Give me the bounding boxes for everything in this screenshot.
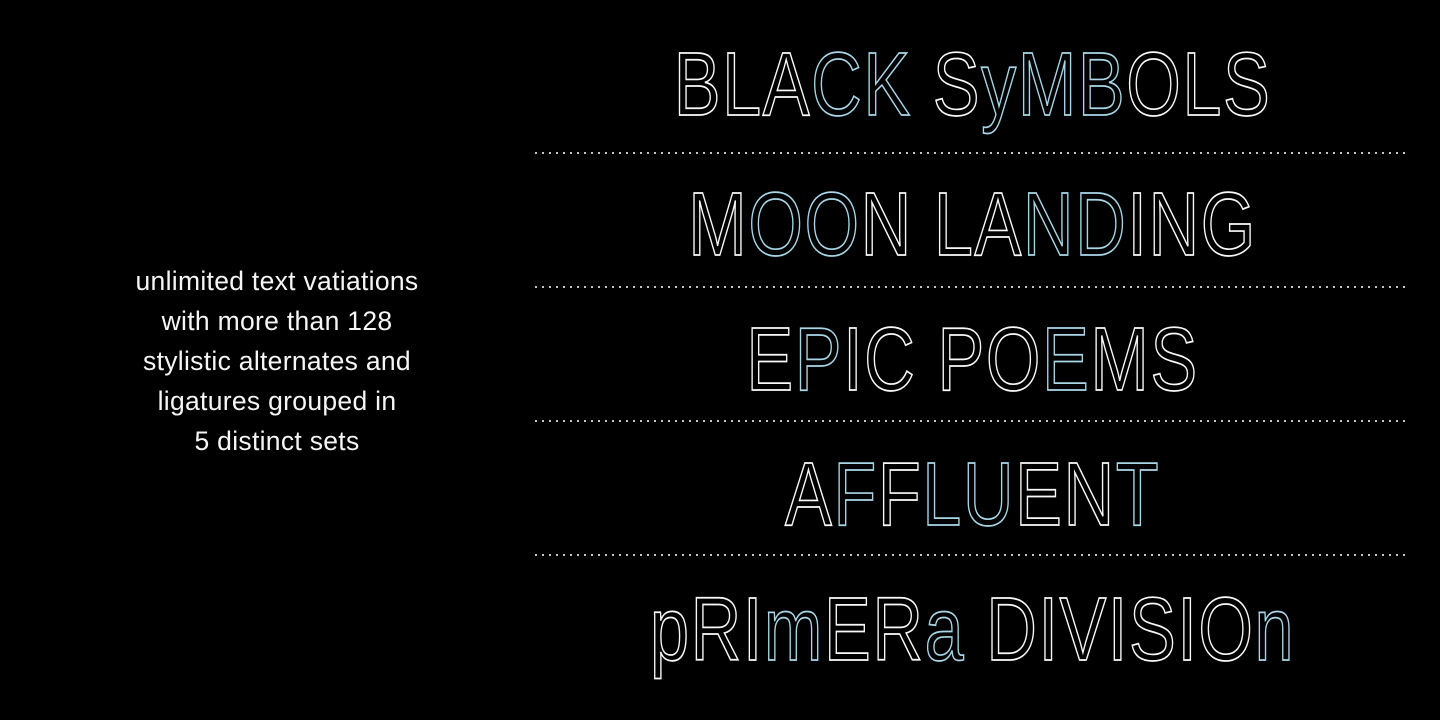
specimen-row-affluent xyxy=(535,420,1410,570)
specimen-segment-blue: F xyxy=(833,444,878,546)
specimen-segment-white: EN xyxy=(1015,444,1116,546)
specimen-segment-white: BLA xyxy=(673,34,812,136)
description-text xyxy=(57,261,497,461)
description-line: 5 distinct sets xyxy=(194,426,360,456)
specimen-segment-white: ING xyxy=(1127,174,1257,276)
specimen-panel xyxy=(535,0,1410,720)
specimen-segment-blue: E xyxy=(1042,309,1091,411)
specimen-segment-blue: m xyxy=(763,579,824,681)
specimen-segment-white: IC PO xyxy=(843,309,1043,411)
description-line: unlimited text vatiations xyxy=(135,266,419,296)
specimen-segment-white: pRI xyxy=(650,579,764,681)
specimen-segment-white: F xyxy=(877,444,923,546)
specimen-segment-white: ER xyxy=(823,579,925,681)
description-line: ligatures grouped in xyxy=(157,386,397,416)
svg-text:MOON LANDING xyxy=(688,175,1257,275)
specimen-segment-blue: LU xyxy=(922,444,1016,546)
specimen-row-primera-division xyxy=(535,555,1410,705)
svg-text:EPIC POEMS xyxy=(746,310,1198,410)
specimen-row-black-symbols xyxy=(535,10,1410,160)
specimen-row-moon-landing xyxy=(535,150,1410,300)
specimen-segment-blue: a xyxy=(924,579,966,681)
description-line: stylistic alternates and xyxy=(143,346,411,376)
svg-text:AFFLUENT xyxy=(785,445,1160,545)
specimen-segment-blue: T xyxy=(1115,444,1161,546)
svg-text:pRImERa DIVISIOn xyxy=(650,580,1295,680)
specimen-row-epic-poems xyxy=(535,285,1410,435)
svg-text:BLACK SyMBOLS xyxy=(674,35,1272,135)
specimen-segment-white: OLS xyxy=(1126,34,1272,136)
specimen-segment-white: E xyxy=(746,309,795,411)
specimen-segment-blue: P xyxy=(794,309,844,411)
specimen-segment-white: MS xyxy=(1090,309,1199,411)
specimen-segment-blue: n xyxy=(1254,579,1296,681)
specimen-segment-white: N LA xyxy=(860,174,1023,276)
specimen-segment-white: A xyxy=(784,444,834,546)
specimen-segment-white: M xyxy=(688,174,749,276)
specimen-segment-white: DIVISIO xyxy=(965,579,1255,681)
specimen-segment-blue: OO xyxy=(748,174,861,276)
specimen-segment-blue: ND xyxy=(1022,174,1128,276)
specimen-segment-blue: yMB xyxy=(981,34,1127,136)
specimen-segment-blue: CK xyxy=(811,34,912,136)
specimen-segment-white: S xyxy=(911,34,982,136)
description-line: with more than 128 xyxy=(161,306,393,336)
